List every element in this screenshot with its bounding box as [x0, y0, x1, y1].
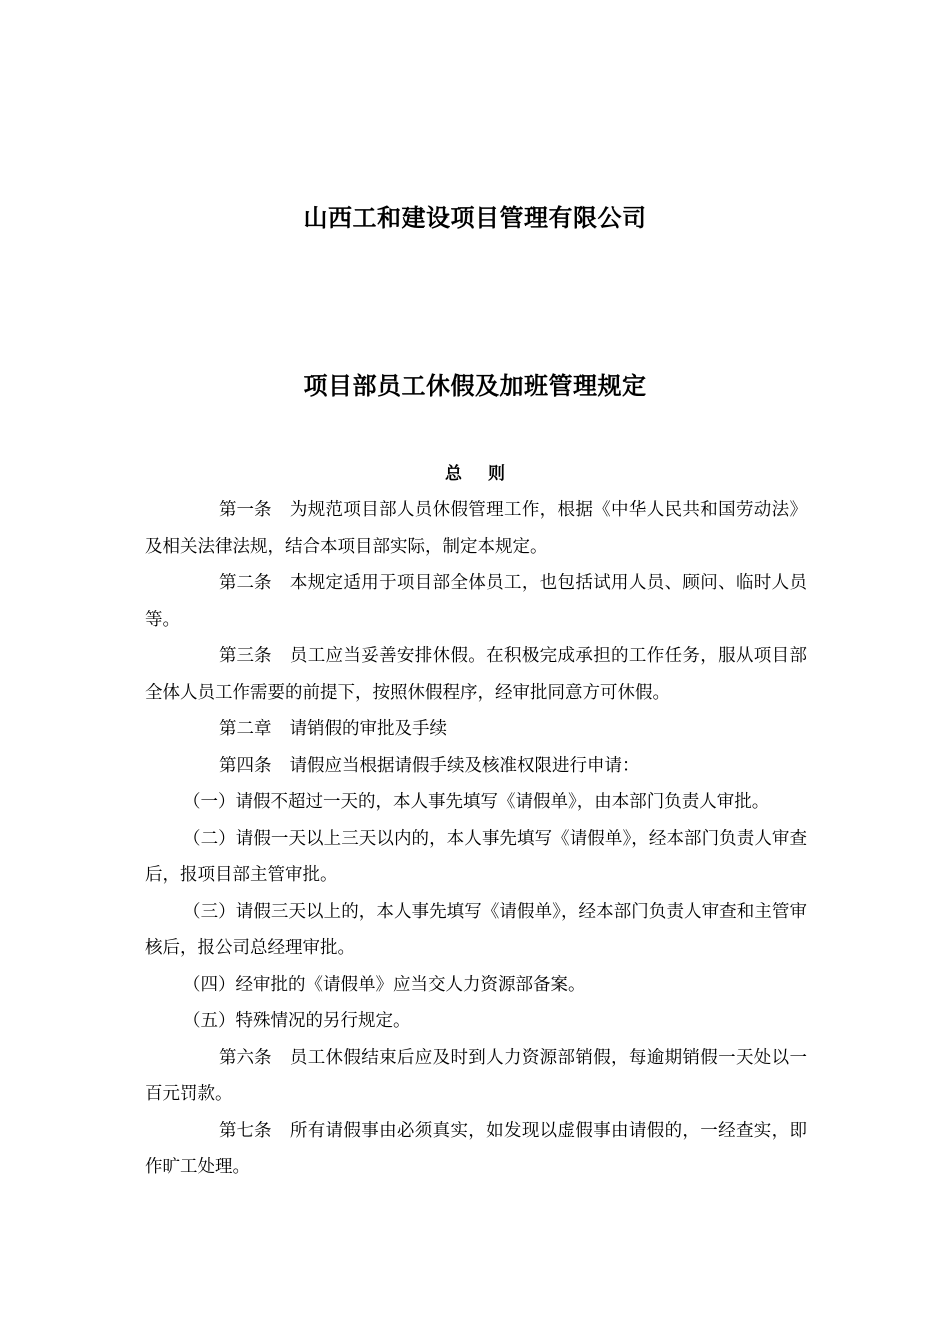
article-4-text: 请假应当根据请假手续及核准权限进行申请： [289, 755, 640, 776]
clause-2: （二）请假一天以上三天以内的，本人事先填写《请假单》，经本部门负责人审查后，报项目部主管审批。 [145, 828, 807, 885]
clause-4: （四）经审批的《请假单》应当交人力资源部备案。 [183, 974, 586, 995]
chapter-2-heading [145, 711, 807, 748]
article-7-number: 第七条 [219, 1120, 272, 1141]
article-2 [145, 565, 807, 638]
section-heading-left: 总 [445, 464, 462, 484]
article-2-number: 第二条 [219, 573, 272, 593]
clause-1: （一）请假不超过一天的，本人事先填写《请假单》，由本部门负责人审批。 [183, 792, 770, 812]
chapter-2-number: 第二章 [219, 719, 272, 739]
article-3 [145, 638, 807, 711]
article-3-number: 第三条 [219, 646, 272, 666]
section-heading-right: 则 [488, 464, 505, 484]
article-4 [145, 748, 807, 785]
article-1-text: 为规范项目部人员休假管理工作，根据《中华人民共和国劳动法》及相关法律法规，结合本项目部实际，制定本规定。 [145, 500, 807, 557]
section-heading [0, 459, 950, 484]
document-body [145, 492, 807, 1186]
clause-3: （三）请假三天以上的，本人事先填写《请假单》，经本部门负责人审查和主管审核后，报公司总经理审批。 [145, 901, 807, 958]
article-7 [145, 1113, 807, 1186]
article-2-text: 本规定适用于项目部全体员工，也包括试用人员、顾问、临时人员等。 [145, 573, 807, 630]
document-title: 项目部员工休假及加班管理规定 [303, 371, 647, 400]
article-1 [145, 492, 807, 565]
article-7-text: 所有请假事由必须真实，如发现以虚假事由请假的，一经查实，即作旷工处理。 [145, 1120, 807, 1177]
article-1-number: 第一条 [219, 500, 272, 520]
article-6 [145, 1040, 807, 1113]
company-name: 山西工和建设项目管理有限公司 [303, 203, 647, 232]
article-6-text: 员工休假结束后应及时到人力资源部销假，每逾期销假一天处以一百元罚款。 [145, 1047, 807, 1104]
chapter-2-title: 请销假的审批及手续 [289, 719, 447, 739]
article-6-number: 第六条 [219, 1047, 272, 1068]
article-3-text: 员工应当妥善安排休假。在积极完成承担的工作任务，服从项目部全体人员工作需要的前提下，按照休假程序，经审批同意方可休假。 [145, 646, 807, 703]
clause-5: （五）特殊情况的另行规定。 [183, 1011, 411, 1031]
article-4-number: 第四条 [219, 755, 272, 776]
